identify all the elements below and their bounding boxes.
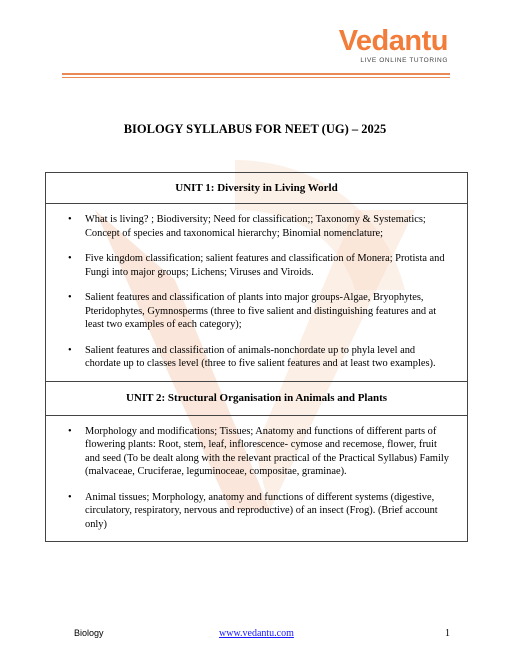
page-footer: [0, 628, 510, 642]
list-item: • Morphology and modifications; Tissues; Anatomy and functions of different parts of flowering plants: Root, stem, leaf, inflorescence- cymose and recemose, flower, fruit and seed (To be dealt along with the relevant practical of the Practical Syllabus) Family (malvaceae, Cruciferae, leguminoceae, compositae, graminae).: [68, 425, 449, 477]
list-item: • Five kingdom classification; salient features and classification of Monera; Protista and Fungi into major groups; Lichens; Viruses and Viroids.: [68, 253, 445, 278]
syllabus-table: [45, 172, 468, 542]
list-item-text: Salient features and classification of plants into major groups-Algae, Bryophytes, Pteridophytes, Gymnosperms (three to five salient and distinguishing features and at least two examples of each category);: [85, 292, 437, 330]
list-item: • What is living? ; Biodiversity; Need for classification;; Taxonomy & Systematics; Concept of species and taxonomical hierarchy; Binomial nomenclature;: [68, 214, 426, 239]
footer-subject: Biology: [74, 628, 104, 638]
unit-1-topics: [46, 204, 467, 381]
header-rule-thin: [62, 77, 450, 78]
header-rule: [62, 73, 450, 75]
list-item-text: Five kingdom classification; salient features and classification of Monera; Protista and Fungi into major groups; Lichens; Viruses and Viroids.: [85, 253, 445, 278]
logo-wordmark: Vedantu: [338, 25, 448, 57]
logo-tagline: LIVE ONLINE TUTORING: [360, 57, 448, 64]
unit-1-heading: UNIT 1: Diversity in Living World: [46, 173, 467, 204]
list-item-text: Morphology and modifications; Tissues; Anatomy and functions of different parts of flowering plants: Root, stem, leaf, inflorescence- cymose and recemose, flower, fruit and seed (To be dealt along with the relevant practical of the Practical Syllabus) Family (malvaceae, Cruciferae, leguminoceae, compositae, graminae).: [85, 425, 449, 477]
unit-2-topics: [46, 416, 467, 542]
list-item: • Salient features and classification of animals-nonchordate up to phyla level and chordate up to classes level (three to five salient features and at least two examples).: [68, 344, 436, 369]
list-item: • Salient features and classification of plants into major groups-Algae, Bryophytes, Pteridophytes, Gymnosperms (three to five salient and distinguishing features and at least two examples of each category);: [68, 292, 437, 330]
list-item-text: Animal tissues; Morphology, anatomy and functions of different systems (digestive, circulatory, respiratory, nervous and reproductive) of an insect (Frog). (Brief account only): [85, 491, 438, 530]
footer-website-link[interactable]: www.vedantu.com: [219, 628, 294, 639]
list-item-text: Salient features and classification of animals-nonchordate up to phyla level and chordate up to classes level (three to five salient features and at least two examples).: [85, 344, 436, 369]
document-title: BIOLOGY SYLLABUS FOR NEET (UG) – 2025: [123, 122, 387, 136]
page-number: 1: [445, 628, 450, 639]
list-item: • Animal tissues; Morphology, anatomy and functions of different systems (digestive, circulatory, respiratory, nervous and reproductive) of an insect (Frog). (Brief account only): [68, 491, 438, 530]
unit-2-heading: UNIT 2: Structural Organisation in Animals and Plants: [46, 381, 467, 416]
list-item-text: What is living? ; Biodiversity; Need for classification;; Taxonomy & Systematics; Concept of species and taxonomical hierarchy; Binomial nomenclature;: [85, 214, 426, 239]
vedantu-logo: [339, 26, 448, 64]
